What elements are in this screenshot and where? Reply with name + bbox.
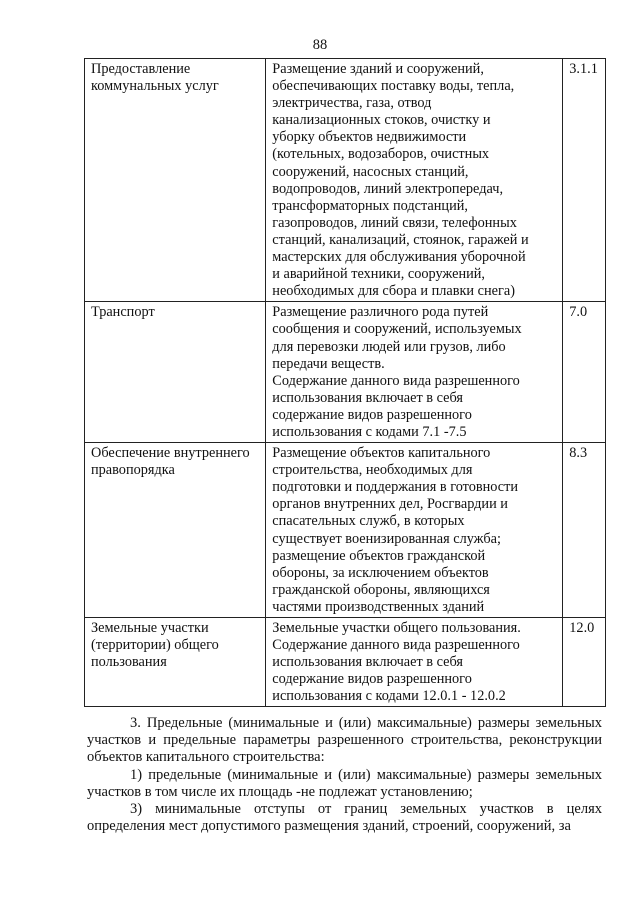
table-row [85, 443, 606, 618]
table-row [85, 59, 606, 302]
use-name-cell: Земельные участки (территории) общего пользования [85, 618, 266, 707]
use-name-cell: Транспорт [85, 302, 266, 443]
use-code-cell: 3.1.1 [563, 59, 606, 302]
table-row [85, 618, 606, 707]
table-row [85, 302, 606, 443]
paragraph-3: 3. Предельные (минимальные и (или) максимальные) размеры земельных участков и предельные параметры разрешенного строительства, реконструкции объектов капитального строительства: [87, 715, 602, 766]
use-description-cell: Земельные участки общего пользования. Содержание данного вида разрешенного использования включает в себя содержание видов разрешенного использования с кодами 12.0.1 - 12.0.2 [266, 618, 563, 707]
page-number: 88 [312, 37, 328, 53]
use-description-cell: Размещение различного рода путей сообщения и сооружений, используемых для перевозки людей или грузов, либо передачи веществ. Содержание данного вида разрешенного использования включает в себя содержание видов разрешенного использования с кодами 7.1 -7.5 [266, 302, 563, 443]
use-description-cell: Размещение объектов капитального строительства, необходимых для подготовки и поддержания в готовности органов внутренних дел, Росгвардии и спасательных служб, в которых существует военизированная служба; размещение объектов гражданской обороны, за исключением объектов гражданской обороны, являющихся частями производственных зданий [266, 443, 563, 618]
use-name-cell: Обеспечение внутреннего правопорядка [85, 443, 266, 618]
list-item-1: 1) предельные (минимальные и (или) максимальные) размеры земельных участков в том числе их площадь -не подлежат установлению; [87, 766, 602, 800]
land-use-table [84, 58, 606, 707]
body-text [87, 715, 602, 835]
use-code-cell: 7.0 [563, 302, 606, 443]
use-code-cell: 8.3 [563, 443, 606, 618]
use-description-cell: Размещение зданий и сооружений, обеспечивающих поставку воды, тепла, электричества, газа, отвод канализационных стоков, очистку и уборку объектов недвижимости (котельных, водозаборов, очистных сооружений, насосных станций, водопроводов, линий электропередач, трансформаторных подстанций, газопроводов, линий связи, телефонных станций, канализаций, стоянок, гаражей и мастерских для обслуживания уборочной и аварийной техники, сооружений, необходимых для сбора и плавки снега) [266, 59, 563, 302]
use-code-cell: 12.0 [563, 618, 606, 707]
use-name-cell: Предоставление коммунальных услуг [85, 59, 266, 302]
list-item-3: 3) минимальные отступы от границ земельных участков в целях определения мест допустимого размещения зданий, строений, сооружений, за [87, 801, 602, 835]
